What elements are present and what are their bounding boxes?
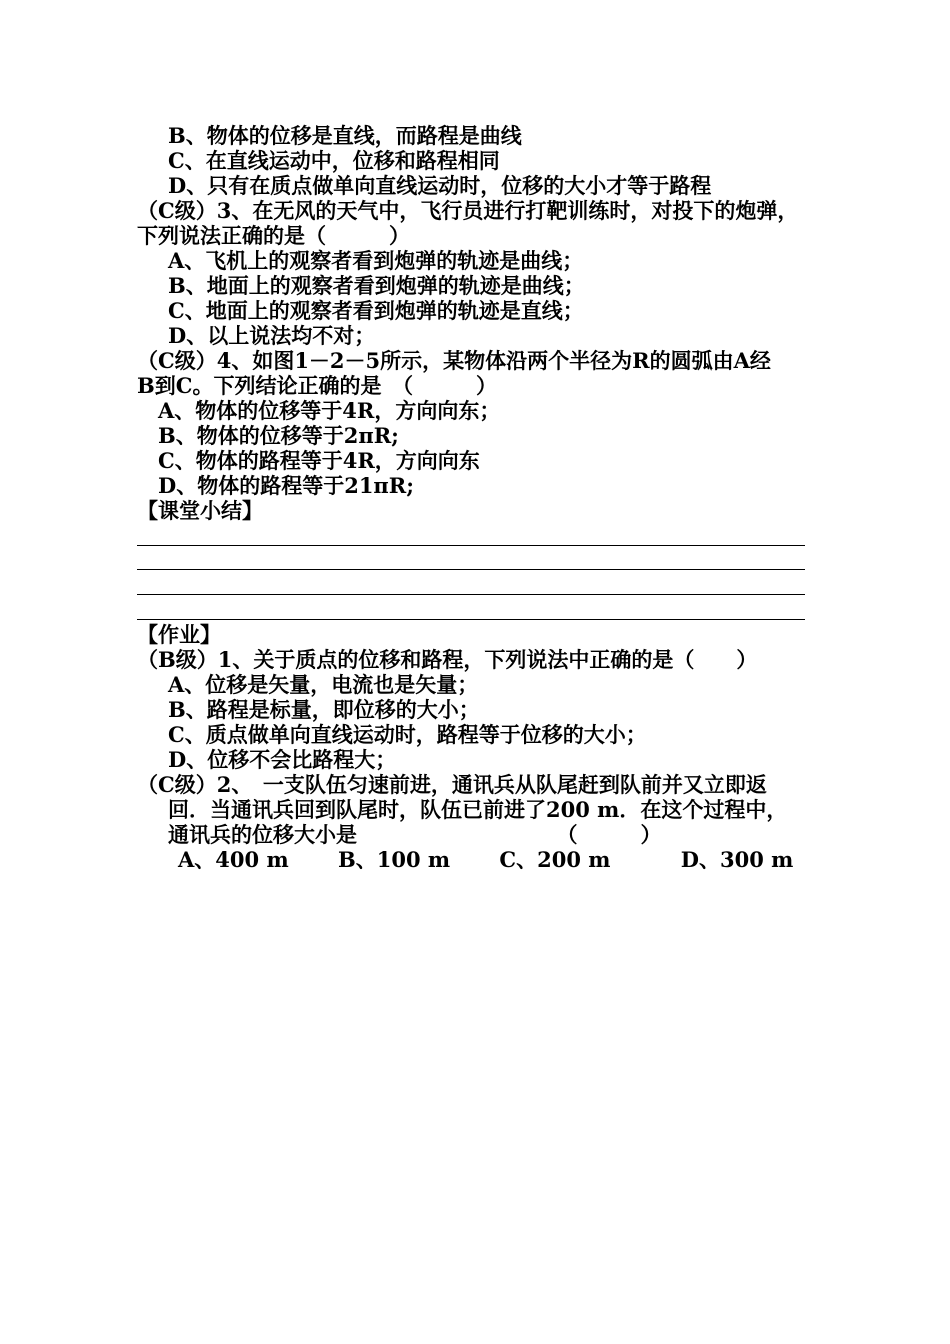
q3-option-b: B、地面上的观察者看到炮弹的轨迹是曲线；	[168, 273, 585, 298]
q4-stem-line1: （C级）4、如图1－2－5所示，某物体沿两个半径为R的圆弧由A经	[137, 348, 771, 373]
q4-option-d: D、物体的路程等于21πR;	[158, 473, 415, 498]
q4-stem-line2: B到C。下列结论正确的是 （ ）	[137, 373, 497, 398]
q3-stem-line2: 下列说法正确的是（ ）	[137, 223, 410, 248]
hw1-option-d: D、位移不会比路程大；	[168, 747, 397, 772]
hw2-stem-line2: 回．当通讯兵回到队尾时，队伍已前进了200 m．在这个过程中，	[168, 797, 788, 822]
section-title-summary: 【课堂小结】	[137, 498, 263, 523]
q2-option-b: B、物体的位移是直线，而路程是曲线	[168, 123, 522, 148]
q4-option-c: C、物体的路程等于4R，方向向东	[158, 448, 480, 473]
q3-option-d: D、以上说法均不对；	[168, 323, 376, 348]
hw2-options: A、400 m B、100 m C、200 m D、300 m	[178, 847, 794, 872]
hw1-option-a: A、位移是矢量，电流也是矢量；	[168, 672, 479, 697]
q2-option-d: D、只有在质点做单向直线运动时，位移的大小才等于路程	[168, 173, 712, 198]
hw1-option-c: C、质点做单向直线运动时，路程等于位移的大小；	[168, 722, 647, 747]
q4-option-a: A、物体的位移等于4R，方向向东；	[158, 398, 501, 423]
summary-blank-line	[137, 594, 805, 595]
q2-option-c: C、在直线运动中，位移和路程相同	[168, 148, 500, 173]
q3-option-a: A、飞机上的观察者看到炮弹的轨迹是曲线；	[168, 248, 584, 273]
q3-option-c: C、地面上的观察者看到炮弹的轨迹是直线；	[168, 298, 584, 323]
hw1-stem: （B级）1、关于质点的位移和路程，下列说法中正确的是（ ）	[137, 647, 758, 672]
hw2-stem-line3: 通讯兵的位移大小是 （ ）	[168, 822, 662, 847]
hw2-stem-line1: （C级）2、 一支队伍匀速前进，通讯兵从队尾赶到队前并又立即返	[137, 772, 767, 797]
q3-stem-line1: （C级）3、在无风的天气中，飞行员进行打靶训练时，对投下的炮弹，	[137, 198, 799, 223]
summary-blank-line	[137, 545, 805, 546]
summary-blank-line	[137, 569, 805, 570]
section-title-homework: 【作业】	[137, 622, 221, 647]
q4-option-b: B、物体的位移等于2πR;	[158, 423, 399, 448]
summary-blank-line	[137, 619, 805, 620]
hw1-option-b: B、路程是标量，即位移的大小；	[168, 697, 480, 722]
